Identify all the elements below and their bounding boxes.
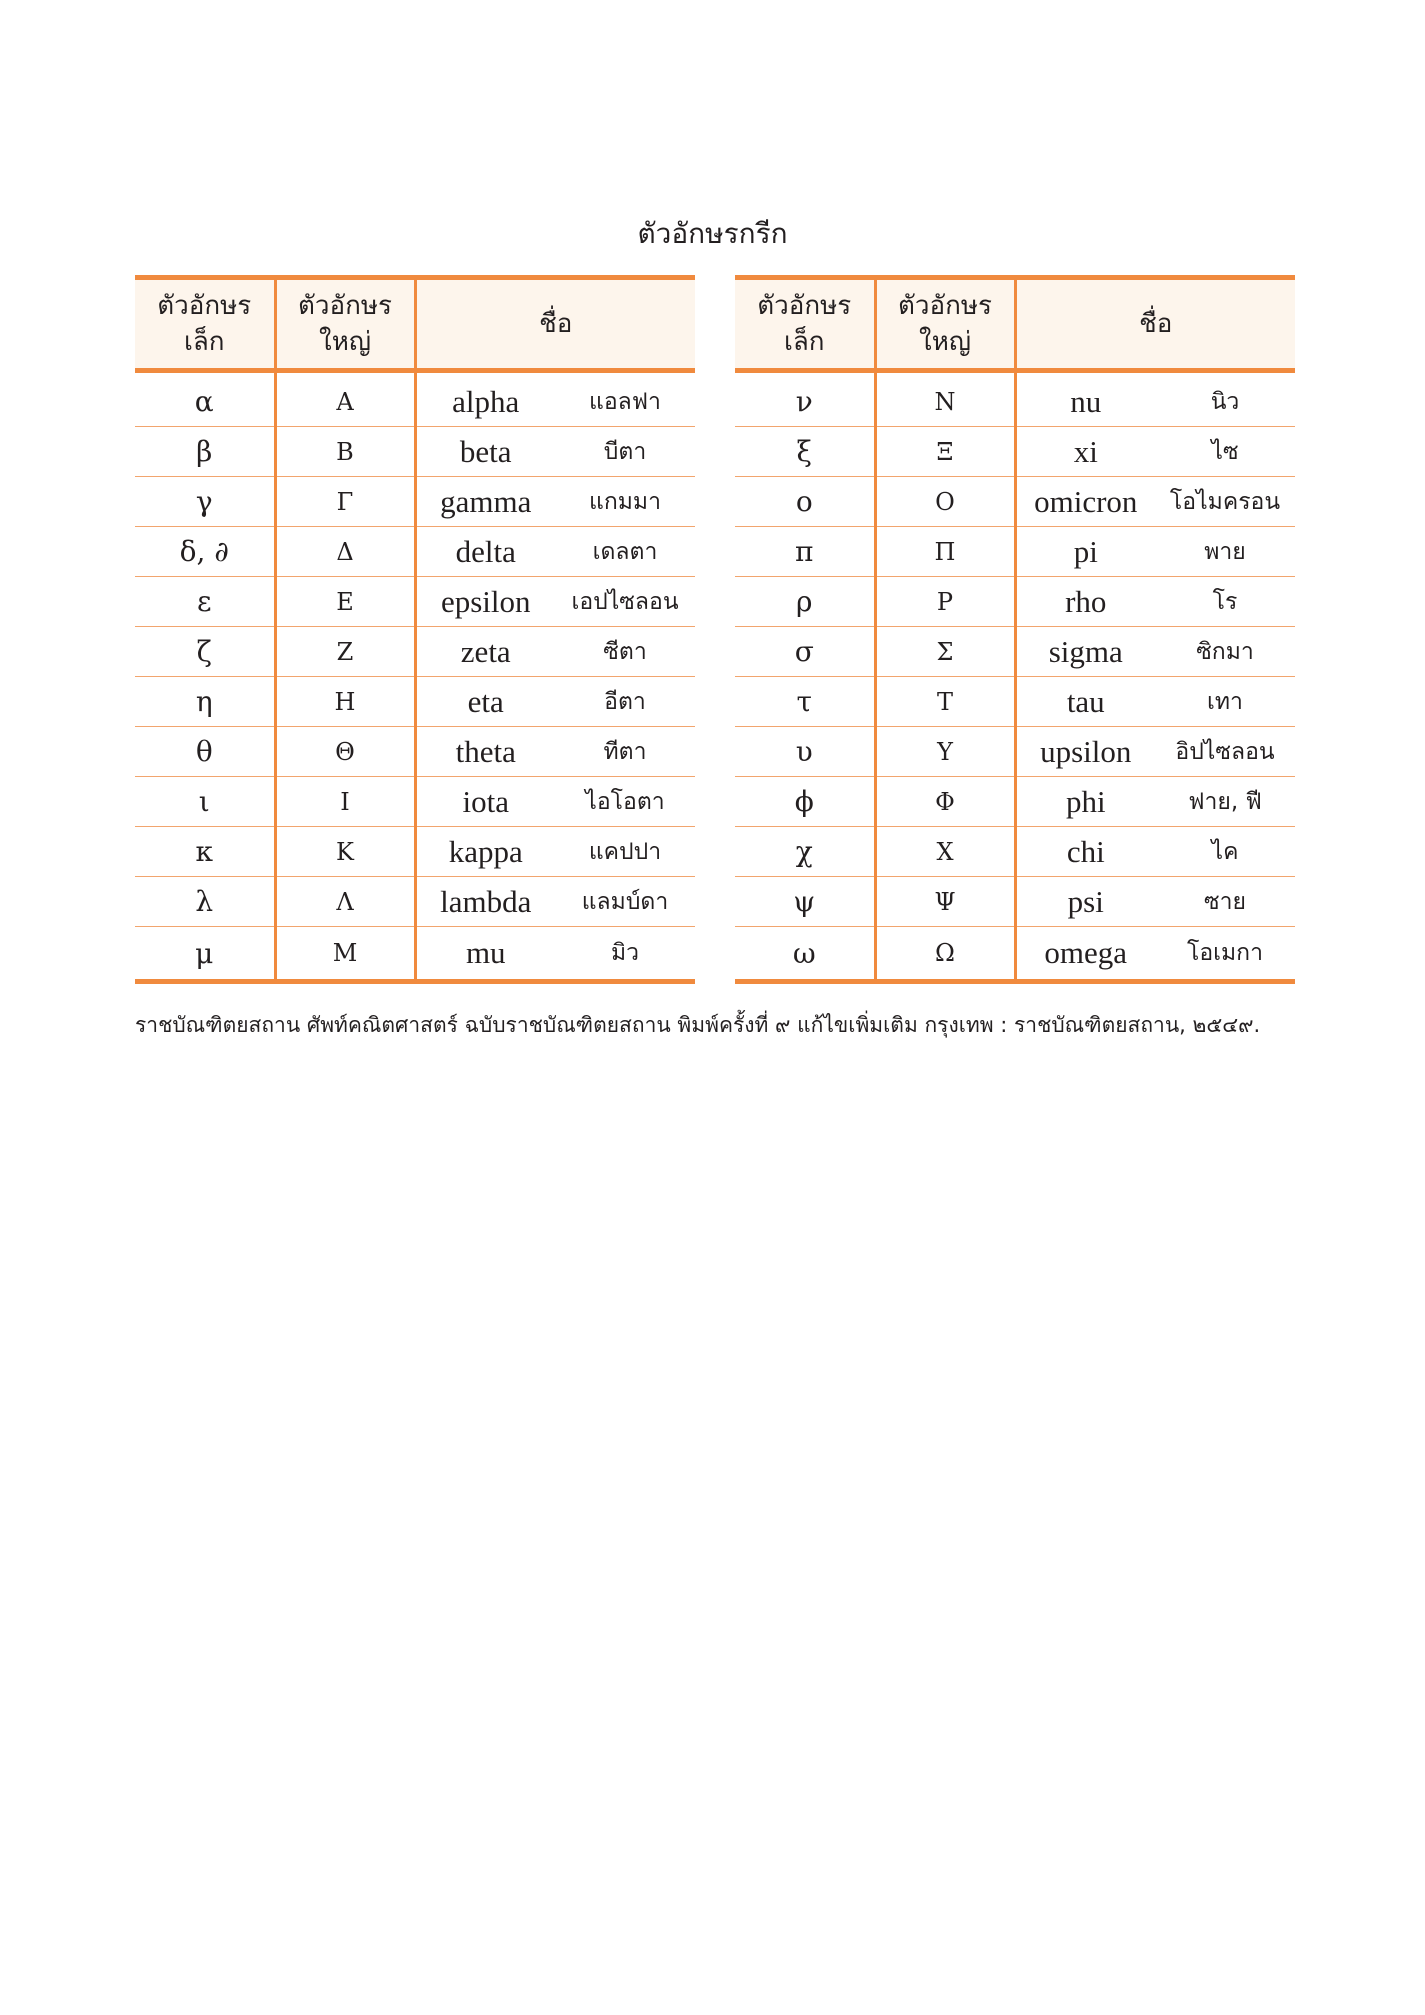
- uppercase-letter: Λ: [275, 877, 415, 927]
- english-name: sigma: [1015, 627, 1155, 677]
- table-row: [135, 627, 695, 677]
- lowercase-letter: θ: [135, 727, 275, 777]
- table-header: [735, 278, 1295, 371]
- english-name: omicron: [1015, 477, 1155, 527]
- table-row: [135, 877, 695, 927]
- english-name: chi: [1015, 827, 1155, 877]
- table-body: [735, 371, 1295, 982]
- thai-name: ไค: [1155, 827, 1295, 877]
- table-row: [735, 371, 1295, 427]
- english-name: alpha: [415, 371, 555, 427]
- thai-name: ซิกมา: [1155, 627, 1295, 677]
- english-name: iota: [415, 777, 555, 827]
- thai-name: อีตา: [555, 677, 695, 727]
- english-name: psi: [1015, 877, 1155, 927]
- table-row: [735, 627, 1295, 677]
- english-name: mu: [415, 927, 555, 982]
- table-row: [135, 677, 695, 727]
- uppercase-letter: Α: [275, 371, 415, 427]
- uppercase-letter: Ψ: [875, 877, 1015, 927]
- header-uppercase: [275, 278, 415, 371]
- thai-name: ซีตา: [555, 627, 695, 677]
- thai-name: แอลฟา: [555, 371, 695, 427]
- uppercase-letter: Ζ: [275, 627, 415, 677]
- table-row: [135, 827, 695, 877]
- table-row: [735, 727, 1295, 777]
- uppercase-letter: Υ: [875, 727, 1015, 777]
- lowercase-letter: χ: [735, 827, 875, 877]
- lowercase-letter: ζ: [135, 627, 275, 677]
- table-row: [135, 577, 695, 627]
- english-name: tau: [1015, 677, 1155, 727]
- thai-name: แคปปา: [555, 827, 695, 877]
- thai-name: ทีตา: [555, 727, 695, 777]
- english-name: lambda: [415, 877, 555, 927]
- greek-alphabet-table-left: [135, 275, 695, 984]
- english-name: kappa: [415, 827, 555, 877]
- english-name: omega: [1015, 927, 1155, 982]
- uppercase-letter: Μ: [275, 927, 415, 982]
- table-row: [735, 827, 1295, 877]
- uppercase-letter: Ο: [875, 477, 1015, 527]
- lowercase-letter: υ: [735, 727, 875, 777]
- lowercase-letter: η: [135, 677, 275, 727]
- lowercase-letter: π: [735, 527, 875, 577]
- uppercase-letter: Ω: [875, 927, 1015, 982]
- lowercase-letter: τ: [735, 677, 875, 727]
- lowercase-letter: σ: [735, 627, 875, 677]
- lowercase-letter: β: [135, 427, 275, 477]
- header-row: [135, 278, 695, 371]
- thai-name: โอไมครอน: [1155, 477, 1295, 527]
- table-row: [735, 577, 1295, 627]
- table-body: [135, 371, 695, 982]
- lowercase-letter: ψ: [735, 877, 875, 927]
- page-title: ตัวอักษรกรีก: [637, 217, 788, 250]
- table-row: [135, 727, 695, 777]
- uppercase-letter: Κ: [275, 827, 415, 877]
- english-name: eta: [415, 677, 555, 727]
- english-name: zeta: [415, 627, 555, 677]
- lowercase-letter: ι: [135, 777, 275, 827]
- lowercase-letter: ν: [735, 371, 875, 427]
- lowercase-letter: ε: [135, 577, 275, 627]
- table-header: [135, 278, 695, 371]
- thai-name: ไซ: [1155, 427, 1295, 477]
- english-name: delta: [415, 527, 555, 577]
- uppercase-letter: Ξ: [875, 427, 1015, 477]
- thai-name: ฟาย, ฟี: [1155, 777, 1295, 827]
- uppercase-letter: Γ: [275, 477, 415, 527]
- uppercase-letter: Β: [275, 427, 415, 477]
- english-name: xi: [1015, 427, 1155, 477]
- lowercase-letter: γ: [135, 477, 275, 527]
- citation: ราชบัณฑิตยสถาน ศัพท์คณิตศาสตร์ ฉบับราชบัณฑิตยสถาน พิมพ์ครั้งที่ ๙ แก้ไขเพิ่มเติม กรุงเทพ : ราชบัณฑิตยสถาน, ๒๕๔๙.: [135, 1013, 1261, 1037]
- lowercase-letter: ο: [735, 477, 875, 527]
- thai-name: นิว: [1155, 371, 1295, 427]
- thai-name: ซาย: [1155, 877, 1295, 927]
- lowercase-letter: ξ: [735, 427, 875, 477]
- lowercase-letter: κ: [135, 827, 275, 877]
- table-row: [735, 877, 1295, 927]
- thai-name: มิว: [555, 927, 695, 982]
- english-name: rho: [1015, 577, 1155, 627]
- thai-name: โร: [1155, 577, 1295, 627]
- lowercase-letter: ϕ: [735, 777, 875, 827]
- header-lowercase: [135, 278, 275, 371]
- uppercase-letter: Δ: [275, 527, 415, 577]
- table-row: [735, 677, 1295, 727]
- lowercase-letter: μ: [135, 927, 275, 982]
- greek-alphabet-table-right: [735, 275, 1295, 984]
- table-row: [135, 477, 695, 527]
- uppercase-letter: Ε: [275, 577, 415, 627]
- english-name: epsilon: [415, 577, 555, 627]
- lowercase-letter: λ: [135, 877, 275, 927]
- thai-name: ไอโอตา: [555, 777, 695, 827]
- thai-name: เดลตา: [555, 527, 695, 577]
- uppercase-letter: Η: [275, 677, 415, 727]
- uppercase-letter: Ν: [875, 371, 1015, 427]
- thai-name: อิปไซลอน: [1155, 727, 1295, 777]
- thai-name: เอปไซลอน: [555, 577, 695, 627]
- uppercase-letter: Τ: [875, 677, 1015, 727]
- table-row: [735, 477, 1295, 527]
- lowercase-letter: δ, ∂: [135, 527, 275, 577]
- thai-name: แลมบ์ดา: [555, 877, 695, 927]
- uppercase-letter: Φ: [875, 777, 1015, 827]
- thai-name: โอเมกา: [1155, 927, 1295, 982]
- table-row: [135, 777, 695, 827]
- header-lowercase-line1: ตัวอักษร: [157, 291, 252, 321]
- header-lowercase: [735, 278, 875, 371]
- english-name: gamma: [415, 477, 555, 527]
- header-uppercase: [875, 278, 1015, 371]
- table-row: [735, 527, 1295, 577]
- header-name: ชื่อ: [1015, 278, 1295, 371]
- header-row: [735, 278, 1295, 371]
- table-row: [135, 927, 695, 982]
- table-row: [135, 527, 695, 577]
- thai-name: แกมมา: [555, 477, 695, 527]
- uppercase-letter: Ι: [275, 777, 415, 827]
- header-lowercase-line2: เล็ก: [783, 327, 825, 357]
- table-row: [735, 427, 1295, 477]
- uppercase-letter: Χ: [875, 827, 1015, 877]
- table-row: [735, 927, 1295, 982]
- english-name: nu: [1015, 371, 1155, 427]
- header-uppercase-line1: ตัวอักษร: [898, 291, 992, 321]
- header-name: ชื่อ: [415, 278, 695, 371]
- header-uppercase-line2: ใหญ่: [919, 327, 971, 357]
- header-lowercase-line1: ตัวอักษร: [757, 291, 852, 321]
- english-name: upsilon: [1015, 727, 1155, 777]
- table-row: [135, 371, 695, 427]
- lowercase-letter: ω: [735, 927, 875, 982]
- english-name: phi: [1015, 777, 1155, 827]
- uppercase-letter: Ρ: [875, 577, 1015, 627]
- table-row: [735, 777, 1295, 827]
- header-uppercase-line1: ตัวอักษร: [298, 291, 392, 321]
- english-name: beta: [415, 427, 555, 477]
- thai-name: พาย: [1155, 527, 1295, 577]
- uppercase-letter: Θ: [275, 727, 415, 777]
- table-row: [135, 427, 695, 477]
- thai-name: เทา: [1155, 677, 1295, 727]
- english-name: pi: [1015, 527, 1155, 577]
- header-lowercase-line2: เล็ก: [183, 327, 225, 357]
- lowercase-letter: α: [135, 371, 275, 427]
- uppercase-letter: Π: [875, 527, 1015, 577]
- lowercase-letter: ρ: [735, 577, 875, 627]
- english-name: theta: [415, 727, 555, 777]
- header-uppercase-line2: ใหญ่: [319, 327, 371, 357]
- uppercase-letter: Σ: [875, 627, 1015, 677]
- thai-name: บีตา: [555, 427, 695, 477]
